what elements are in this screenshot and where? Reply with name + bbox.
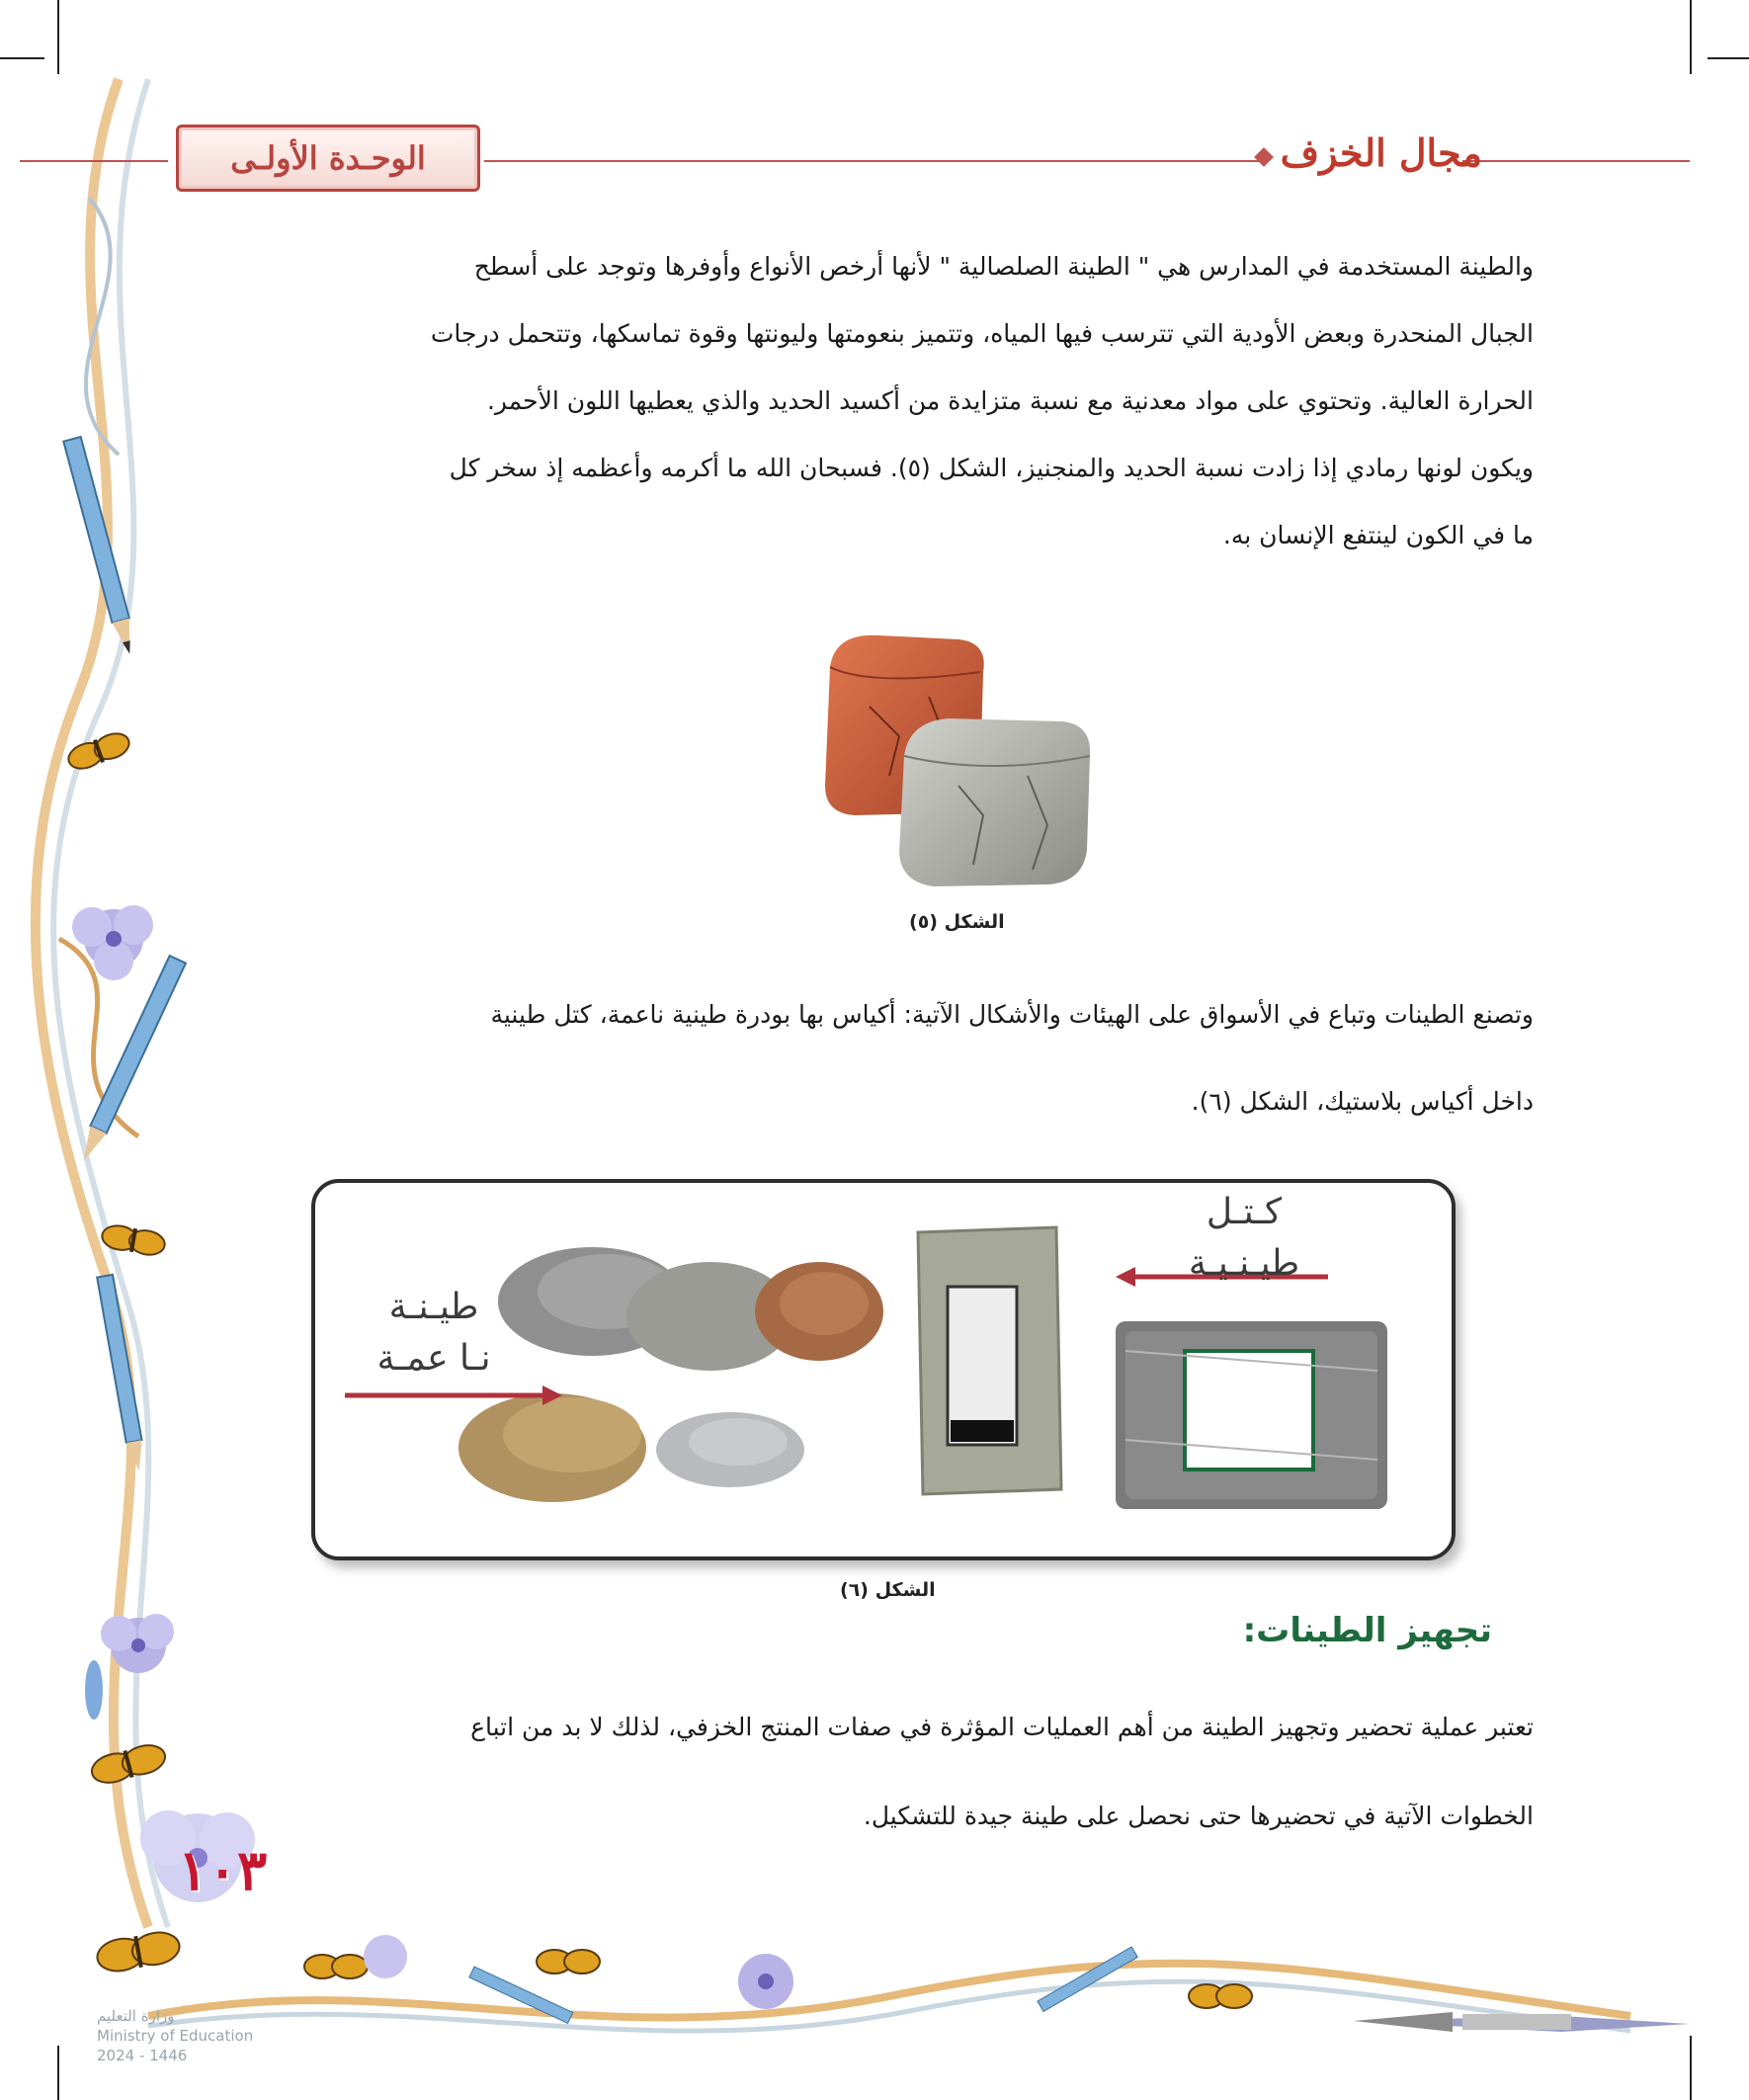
fine-clay-label xyxy=(345,1282,523,1385)
figure-6-caption: الشكل (٦) xyxy=(840,1579,936,1601)
header-rule-right xyxy=(1462,160,1690,162)
text-line: الحرارة العالية. وتحتوي على مواد معدنية مع نسبة متزايدة من أكسيد الحديد والذي يعطيها اللون الأحمر. xyxy=(486,386,1534,415)
text-line: تعتبر عملية تحضير وتجهيز الطينة من أهم العمليات المؤثرة في صفات المنتج الخزفي، لذلك لا بد من اتباع xyxy=(470,1713,1534,1741)
clay-blocks-label-line2: طيـنـيـة xyxy=(1188,1243,1300,1284)
field-title: مجال الخزف xyxy=(1257,130,1482,180)
bottom-border-decoration xyxy=(0,1907,1749,2100)
section-heading: تجهيز الطينات: xyxy=(1242,1611,1492,1650)
paragraph-3 xyxy=(219,1692,1534,1852)
clay-forms-figure xyxy=(311,1179,1456,1560)
text-line: والطينة المستخدمة في المدارس هي " الطينة الصلصالية " لأنها أرخص الأنواع وأوفرها وتوجد على أسطح xyxy=(473,252,1534,281)
butterfly-icon xyxy=(65,729,132,773)
fine-clay-label-line2: نـا عمـة xyxy=(376,1338,491,1379)
paragraph-2 xyxy=(219,981,1534,1135)
crop-mark xyxy=(1707,57,1749,59)
header-rule-middle xyxy=(484,160,1265,162)
floral-border-decoration xyxy=(0,0,257,2100)
header-rule-left xyxy=(20,160,168,162)
figure-5-caption: الشكل (٥) xyxy=(909,911,1005,933)
crop-mark xyxy=(1690,0,1692,74)
ministry-line-ar: وزارة التعليم xyxy=(97,2007,175,2025)
text-line: الخطوات الآتية في تحضيرها حتى نحصل على طينة جيدة للتشكيل. xyxy=(863,1802,1534,1830)
text-line: ما في الكون لينتفع الإنسان به. xyxy=(1222,521,1534,549)
fine-clay-label-line1: طيـنـة xyxy=(388,1287,479,1327)
clay-blocks-label xyxy=(1125,1187,1363,1290)
text-line: الجبال المنحدرة وبعض الأودية التي تترسب فيها المياه، وتتميز بنعومتها وليونتها وقوة تماسكها، وتتحمل درجات xyxy=(430,319,1534,348)
unit-badge xyxy=(176,125,480,192)
paragraph-1 xyxy=(219,233,1534,569)
text-line: ويكون لونها رمادي إذا زادت نسبة الحديد والمنجنيز، الشكل (٥). فسبحان الله ما أكرمه وأعظمه إذ سخر كل xyxy=(449,454,1534,482)
ministry-logo-text xyxy=(97,2006,285,2065)
clay-cubes-image xyxy=(810,628,1107,904)
page-number: ١٠٣ xyxy=(178,1838,268,1903)
clay-blocks-label-line1: كـتـل xyxy=(1206,1192,1283,1232)
unit-badge-label: الوحـدة الأولـى xyxy=(230,139,426,177)
ministry-line-en: Ministry of Education xyxy=(97,2027,254,2045)
text-line: داخل أكياس بلاستيك، الشكل (٦). xyxy=(1191,1087,1534,1116)
flower-icon xyxy=(72,905,153,980)
text-line: وتصنع الطينات وتباع في الأسواق على الهيئات والأشكال الآتية: أكياس بها بودرة طينية ناعمة، كتل طينية xyxy=(490,1000,1534,1029)
ministry-year: 2024 - 1446 xyxy=(97,2047,188,2064)
